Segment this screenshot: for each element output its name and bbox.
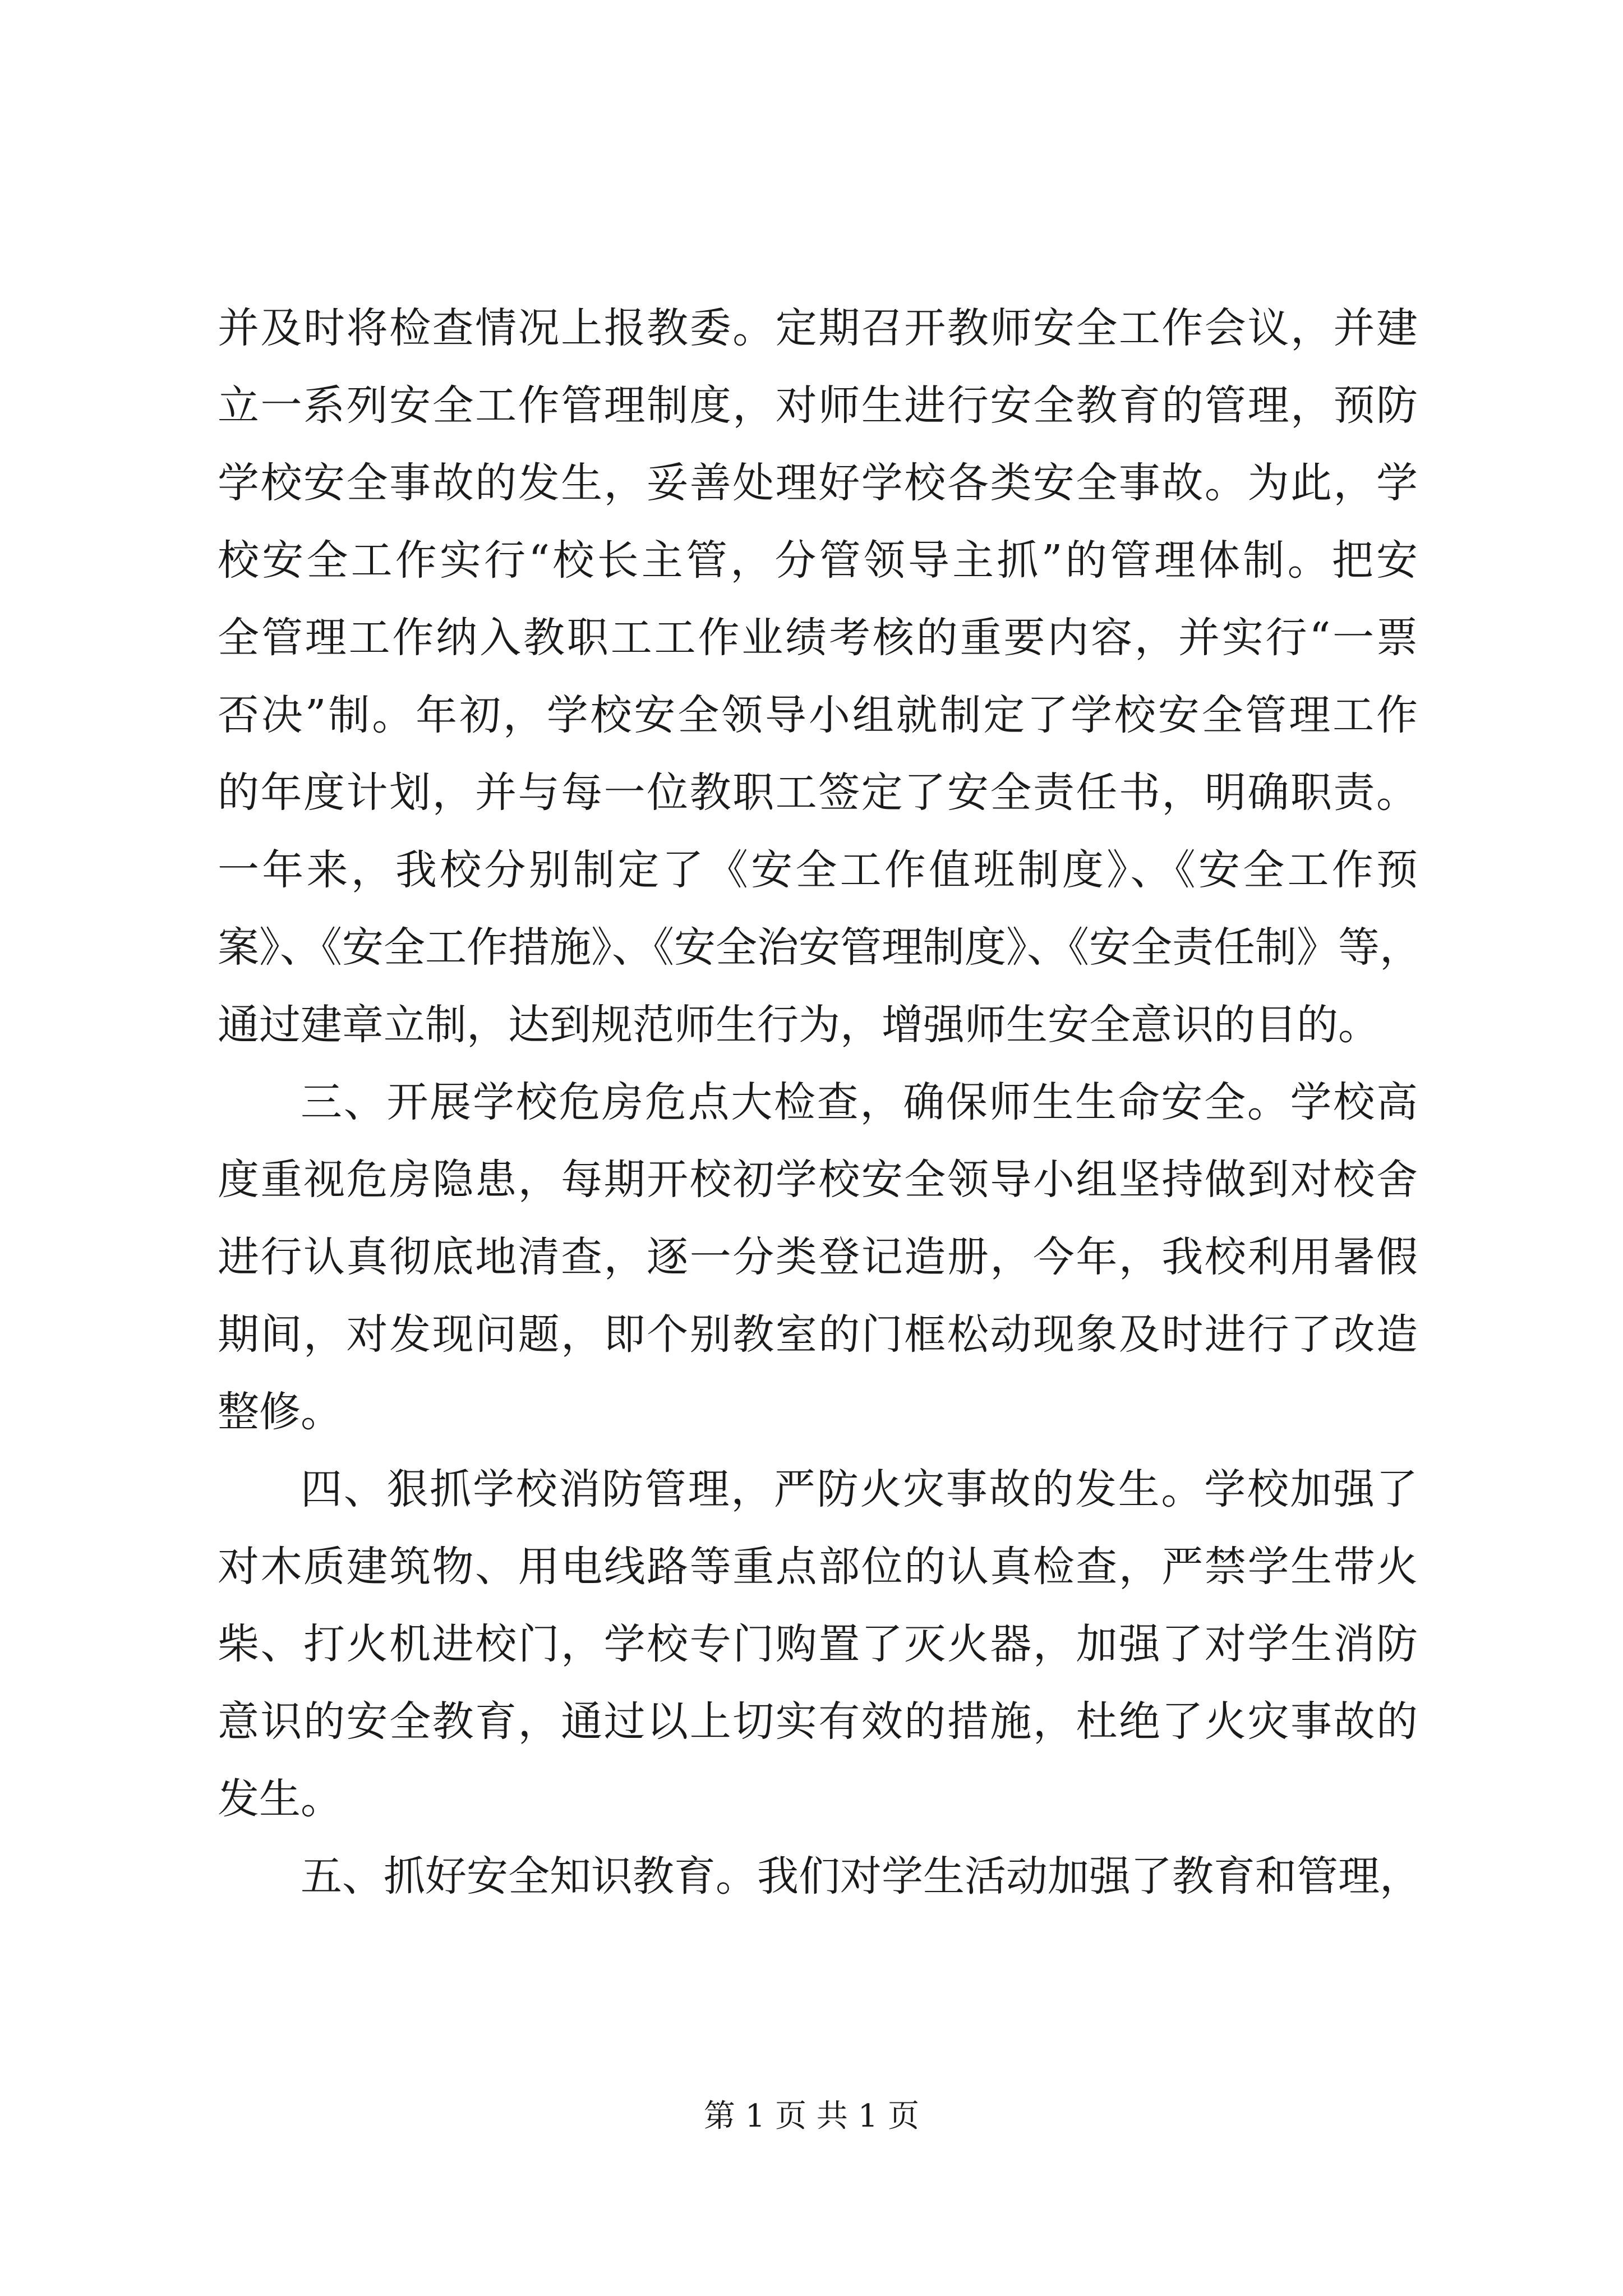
text-line: 案》、《安全工作措施》、《安全治安管理制度》、《安全责任制》等， [218, 923, 1421, 972]
page-footer [0, 2097, 1623, 2136]
text-line: 并及时将检查情况上报教委。定期召开教师安全工作会议，并建 [218, 304, 1418, 352]
text-line: 否决”制。年初，学校安全领导小组就制定了学校安全管理工作 [218, 691, 1418, 739]
text-line: 意识的安全教育，通过以上切实有效的措施，杜绝了火灾事故的 [218, 1697, 1418, 1746]
text-line: 一年来，我校分别制定了《安全工作值班制度》、《安全工作预 [218, 846, 1418, 894]
text-line: 学校安全事故的发生，妥善处理好学校各类安全事故。为此，学 [218, 459, 1418, 507]
text-line: 通过建章立制，达到规范师生行为，增强师生安全意识的目的。 [218, 1001, 1380, 1049]
text-line: 校安全工作实行“校长主管，分管领导主抓”的管理体制。把安 [218, 536, 1418, 585]
text-line: 期间，对发现问题，即个别教室的门框松动现象及时进行了改造 [218, 1310, 1418, 1359]
text-line: 整修。 [218, 1388, 342, 1436]
paragraph [218, 1064, 1418, 1451]
text-line: 立一系列安全工作管理制度，对师生进行安全教育的管理，预防 [218, 381, 1418, 430]
paragraph [218, 1451, 1418, 1838]
text-line: 度重视危房隐患，每期开校初学校安全领导小组坚持做到对校舍 [218, 1156, 1418, 1204]
text-line: 柴、打火机进校门，学校专门购置了灭火器，加强了对学生消防 [218, 1620, 1418, 1668]
paragraph [218, 1838, 1421, 1915]
text-line: 三、开展学校危房危点大检查，确保师生生命安全。学校高 [301, 1078, 1418, 1126]
text-line: 四、狠抓学校消防管理，严防火灾事故的发生。学校加强了 [301, 1465, 1418, 1513]
text-line: 全管理工作纳入教职工工作业绩考核的重要内容，并实行“一票 [218, 614, 1418, 662]
paragraph [218, 289, 1421, 1064]
text-line: 五、抓好安全知识教育。我们对学生活动加强了教育和管理， [301, 1852, 1421, 1901]
text-line: 进行认真彻底地清查，逐一分类登记造册，今年，我校利用暑假 [218, 1233, 1418, 1281]
text-line: 发生。 [218, 1775, 342, 1823]
page-number-label: 第 1 页 共 1 页 [703, 2098, 920, 2134]
text-line: 的年度计划，并与每一位教职工签定了安全责任书，明确职责。 [218, 769, 1418, 817]
text-line: 对木质建筑物、用电线路等重点部位的认真检查，严禁学生带火 [218, 1543, 1418, 1591]
document-body [218, 289, 1421, 1915]
